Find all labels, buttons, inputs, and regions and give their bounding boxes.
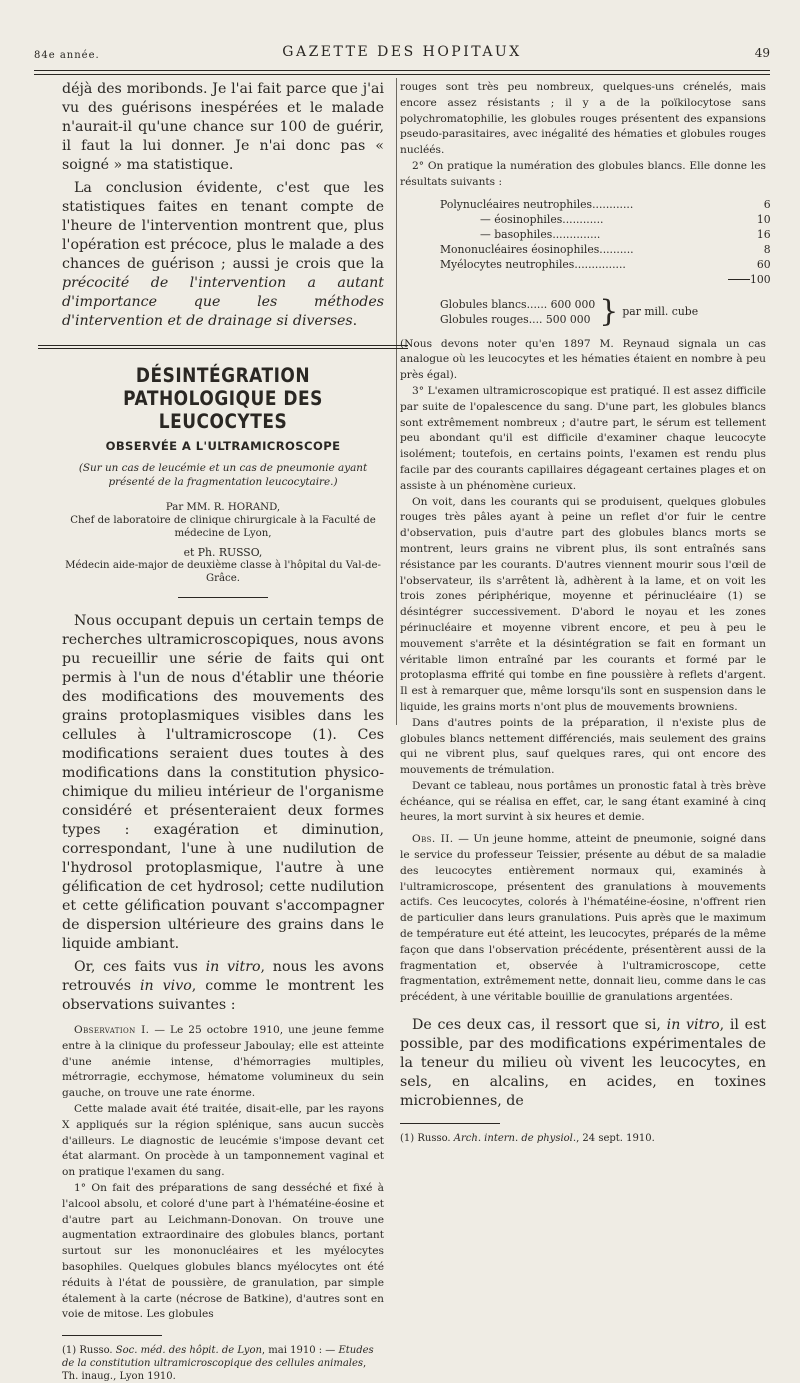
right-text-4: 3° L'examen ultramicroscopique est pratiqué. Il est assez difficile par suite de l'opalescence du sang. D'une part, les globules blancs sont extrêmement nombreux ; d'autre part, le sérum est tellement peu abondant qu'il est difficile d'examiner chaque leucocyte isolément; toutefois, en certains points, l'examen est rendu plus facile par des courants capillaires dégageant certaines plages et on assiste à un phénomène curieux.	[400, 384, 766, 492]
row-value: 8	[763, 242, 771, 256]
row-label: Myélocytes neutrophiles...............	[440, 257, 626, 271]
article-tagline: (Sur un cas de leucémie et un cas de pneumonie ayant présenté de la fragmentation leucocytaire.)	[78, 462, 368, 488]
table-row	[440, 242, 771, 257]
row-label: Mononucléaires éosinophiles..........	[440, 242, 634, 256]
footnote-right-a: (1) Russo.	[400, 1133, 454, 1145]
row-value: 6	[763, 197, 771, 211]
footnote-left-c: , Th. inaug., Lyon 1910.	[62, 1358, 367, 1383]
white-cells-count: Globules blancs...... 600 000	[440, 297, 596, 311]
column-divider	[396, 78, 397, 725]
author-1-role: Chef de laboratoire de clinique chirurgicale à la Faculté de médecine de Lyon,	[70, 515, 376, 539]
row-label: — éosinophiles............	[480, 212, 604, 226]
conclusion-text-b: .	[352, 313, 358, 329]
article-title: DÉSINTÉGRATION PATHOLOGIQUE DES LEUCOCYTES	[123, 364, 323, 434]
footnote-rule-right	[400, 1123, 500, 1124]
count-unit: par mill. cube	[622, 305, 699, 319]
right-paragraph-7	[400, 779, 766, 826]
right-text-7: Devant ce tableau, nous portâmes un pronostic fatal à très brève échéance, qui se réalisa en effet, car, le sang étant examiné à cinq heures, la mort survint à six heures et demie.	[400, 779, 766, 824]
right-paragraph-5	[400, 495, 766, 716]
footnote-left-em2: Etudes de la constitution ultramicroscopique des cellules animales	[62, 1345, 374, 1370]
footnote-rule-left	[62, 1335, 162, 1336]
footnote-left	[62, 1344, 384, 1383]
right-paragraph-1: rouges sont très peu nombreux, quelques-uns crénelés, mais encore assez résistants ; il y a de la poïkilocytose sans polychromatophilie, les globules rouges présentent des expansions pseudo-parasitaires, avec inégalité des hématies et globules rouges nucléés.	[400, 81, 766, 157]
table-row	[440, 227, 771, 242]
conclusion-paragraph	[62, 179, 384, 331]
observation-1	[62, 1023, 384, 1102]
author-2: et Ph. RUSSO,	[183, 546, 263, 559]
footnote-left-em1: Soc. méd. des hôpit. de Lyon	[115, 1345, 262, 1357]
brace-symbol: }	[599, 293, 619, 329]
body-text-2c: , comme le montrent les observations suivantes :	[62, 978, 384, 1013]
right-text-5: On voit, dans les courants qui se produisent, quelques globules rouges très pâles ayant à peine un reflet d'or fuir le centre d'observation, puis d'autre part des globules blancs morts se montrent, leurs grains ne vibrent plus, ils sont entraînés sans résistance par les courants. D'autres viennent mourir sous l'œil de l'observateur, ils s'arrêtent là, adhèrent à la lame, et on voit les trois zones périphérique, moyenne et périnucléaire (1) se désintégrer successivement. D'abord le noyau et les zones périnucléaire et moyenne vibrent encore, et peu à peu le mouvement s'arrête et la désintégration se fait en formant un véritable limon entraîné par les courants et formé par le protoplasma effrité qui tombe en fine poussière à reflets d'argent. Il est à remarquer que, même lorsqu'ils sont en suspension dans le liquide, les grains morts n'ont plus de mouvements browniens.	[400, 495, 766, 713]
right-paragraph-3: (Nous devons noter qu'en 1897 M. Reynaud signala un cas analogue où les leucocytes et les hématies étaient en nombre à peu près égal).	[400, 337, 766, 382]
footnote-right	[400, 1132, 766, 1145]
article-top-rule	[38, 345, 408, 349]
footnote-left-b: , mai 1910 : —	[261, 1345, 339, 1357]
row-label: Polynucléaires neutrophiles............	[440, 197, 634, 211]
table-row	[440, 297, 698, 312]
row-value: 16	[756, 227, 771, 241]
observation-1-para-2	[62, 1102, 384, 1181]
observation-1-text: — Le 25 octobre 1910, une jeune femme entre à la clinique du professeur Jaboulay; elle est atteinte d'une anémie intense, d'hémorragies multiples, métrorragie, ecchymose, hématome volumineux du sein gauche, on trouve une rate énorme.	[62, 1024, 384, 1100]
article-subtitle: OBSERVÉE A L'ULTRAMICROSCOPE	[105, 439, 341, 453]
row-value: 10	[756, 212, 771, 226]
observation-2-text: — Un jeune homme, atteint de pneumonie, soigné dans le service du professeur Teissier, présente au début de sa maladie des leucocytes entièrement normaux qui, examinés à l'ultramicroscope, présentent des granulations à mouvements actifs. Ces leucocytes, colorés à l'hématéine-éosine, n'offrent rien de particulier dans leurs granulations. Puis après que le maximum de température eut été atteint, les leucocytes, préparés de la même façon que dans l'observation précédente, présentèrent aussi de la fragmentation et, observée à l'ultramicroscope, cette fragmentation, extrêmement nette, donnait lieu, comme dans le cas précédent, à une véritable bouillie de granulations argentées.	[400, 833, 766, 1004]
body-paragraph-1	[62, 612, 384, 954]
table-total: 100	[750, 272, 771, 286]
globule-count-table	[440, 293, 699, 329]
body-text-2a: Or, ces faits vus	[74, 959, 206, 975]
intro-paragraph: déjà des moribonds. Je l'ai fait parce que j'ai vu des guérisons inespérées et le malade n'aurait-il qu'une chance sur 100 de guérir, il faut la lui donner. Je n'ai donc pas « soigné » ma statistique.	[62, 81, 384, 173]
observation-2-label: Obs. II.	[412, 833, 454, 846]
right-paragraph-2	[400, 159, 766, 191]
table-total-row	[440, 272, 771, 287]
body-text-1: Nous occupant depuis un certain temps de recherches ultramicroscopiques, nous avons pu recueillir une série de faits qui ont permis à l'un de nous d'établir une théorie des modifications des mouvements des grains protoplasmiques visibles dans les cellules à l'ultramicroscope (1). Ces modifications seraient dues toutes à des modifications dans la constitution physico-chimique du milieu intérieur de l'organisme considéré et présenteraient deux formes types : exagération et diminution, correspondant, l'une à une nudilution de l'hydrosol protoplasmique, l'autre à une gélification de cet hydrosol; cette nudilution et cette gélification pouvant s'accompagner de dispersion ultérieure des grains dans le liquide ambiant.	[62, 613, 384, 952]
conclusion-emphasis: précocité de l'intervention a autant d'importance que les méthodes d'intervention et de drainage si diverses	[62, 275, 384, 329]
right-conclusion-a: De ces deux cas, il ressort que si,	[412, 1017, 667, 1034]
in-vivo-emphasis: in vivo	[140, 978, 192, 994]
author-1: Par MM. R. HORAND,	[165, 502, 281, 513]
red-cells-count: Globules rouges.... 500 000	[440, 312, 591, 326]
footnote-right-b: , 24 sept. 1910.	[576, 1133, 655, 1145]
observation-1-text-2: Cette malade avait été traitée, disait-elle, par les rayons X appliqués sur la région splénique, sans aucun succès d'ailleurs. Le diagnostic de leucémie s'impose devant cet état alarmant. On procède à un tamponnement vaginal et on pratique l'examen du sang.	[62, 1102, 384, 1179]
right-paragraph-4	[400, 384, 766, 495]
body-text-2b: , nous les avons retrouvés	[62, 959, 384, 994]
row-value: 60	[756, 257, 771, 271]
total-rule	[728, 279, 750, 280]
right-conclusion-em: in vitro	[666, 1017, 720, 1034]
left-column	[62, 80, 384, 1383]
body-paragraph-2	[62, 958, 384, 1015]
right-conclusion-b: , il est possible, par des modifications expérimentales de la teneur du milieu où vivent les leucocytes, en sels, en alcalins, en acides, en toxines microbiennes, de	[400, 1017, 767, 1110]
footnote-right-em: Arch. intern. de physiol.	[453, 1133, 577, 1145]
header-rule	[34, 70, 770, 75]
journal-title: GAZETTE DES HOPITAUX	[282, 44, 522, 60]
observation-1-para-3	[62, 1181, 384, 1323]
right-text-6: Dans d'autres points de la préparation, il n'existe plus de globules blancs nettement différenciés, mais seulement des grains qui ne vibrent plus, sauf quelques rares, qui ont encore des mouvements de trémulation.	[400, 716, 766, 777]
right-paragraph-6	[400, 716, 766, 779]
footnote-left-a: (1) Russo.	[62, 1345, 116, 1357]
author-rule	[178, 597, 268, 598]
page-header	[34, 44, 770, 66]
author-2-role: Médecin aide-major de deuxième classe à l'hôpital du Val-de-Grâce.	[65, 560, 381, 584]
table-row	[440, 212, 771, 227]
year-label: 84e année.	[34, 50, 100, 61]
observation-2	[400, 832, 766, 1006]
observation-1-label: Observation I.	[74, 1024, 150, 1036]
table-row	[440, 197, 771, 212]
in-vitro-emphasis: in vitro	[205, 959, 261, 975]
right-column	[400, 80, 771, 1145]
conclusion-text-a: La conclusion évidente, c'est que les statistiques faites en tenant compte de l'heure de l'intervention montrent que, plus l'opération est précoce, plus le malade a des chances de guérison ; aussi je crois que la	[62, 180, 384, 272]
table-row	[440, 257, 771, 272]
right-conclusion	[400, 1016, 766, 1111]
page-number: 49	[754, 46, 770, 60]
right-text-2: 2° On pratique la numération des globules blancs. Elle donne les résultats suivants :	[400, 159, 766, 188]
observation-1-text-3: 1° On fait des préparations de sang desséché et fixé à l'alcool absolu, et coloré d'une part à l'hématéine-éosine et d'autre part au Leichmann-Donovan. On trouve une augmentation extraordinaire des globules blancs, portant surtout sur les mononucléaires et les myélocytes basophiles. Quelques globules blancs myélocytes ont été réduits à l'état de poussière, de granulation, par simple étalement à la carte (nécrose de Batkine), d'autres sont en voie de mitose. Les globules	[62, 1181, 384, 1321]
row-label: — basophiles..............	[480, 227, 601, 241]
leucocyte-count-table	[440, 197, 771, 287]
